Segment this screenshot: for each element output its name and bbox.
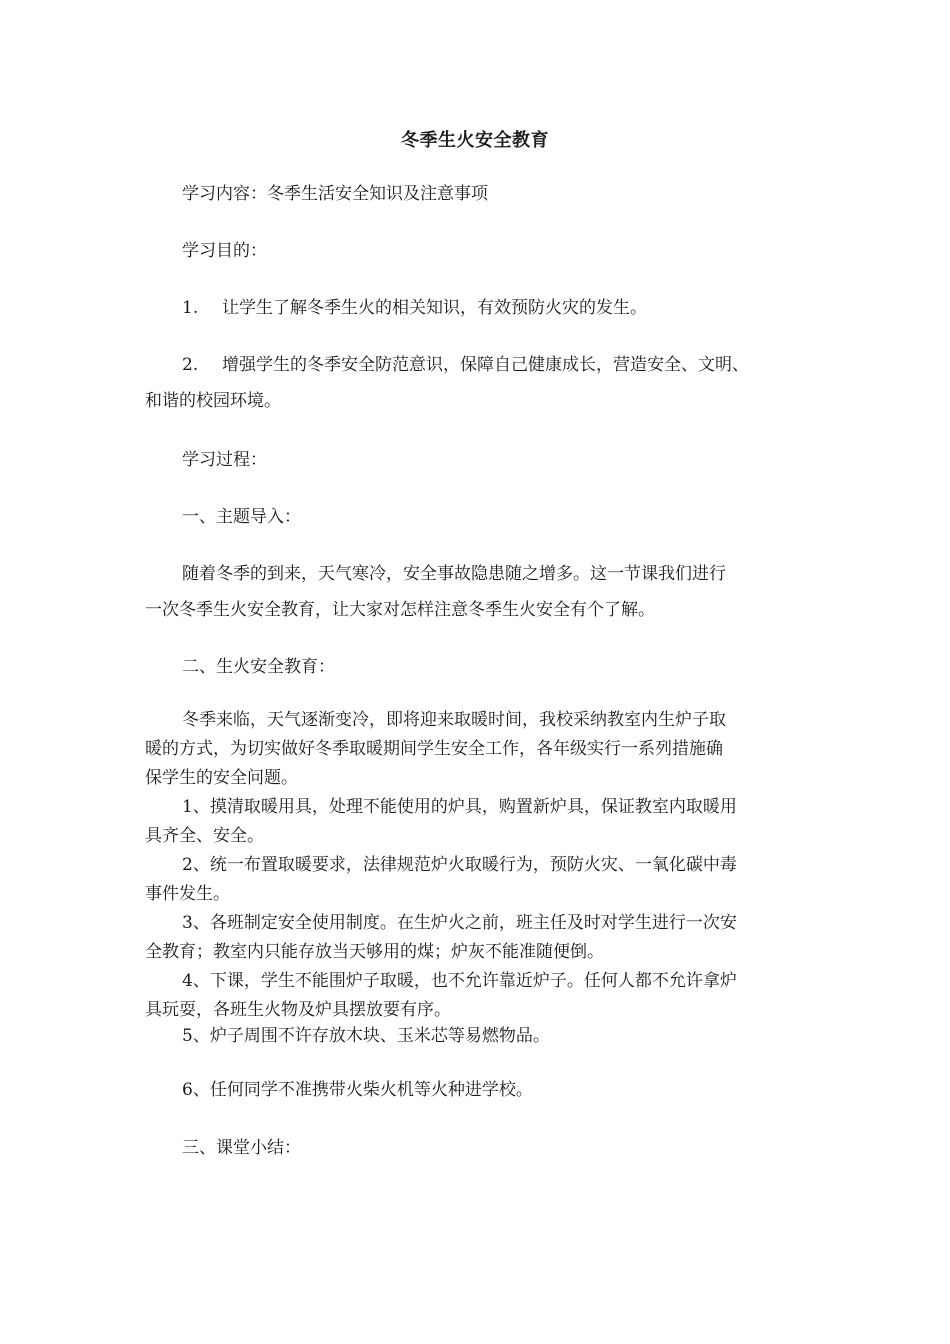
goal-item <box>145 351 813 416</box>
process-heading: 学习过程： <box>182 450 267 470</box>
section2-intro: 冬季来临，天气逐渐变冷，即将迎来取暖时间，我校采纳教室内生炉子取 暖的方式，为切实做好冬季取暖期间学生安全工作，各年级实行一系列措施确 保学生的安全问题。 <box>145 710 726 788</box>
measure-item: 3、各班制定安全使用制度。在生炉火之前，班主任及时对学生进行一次安 全教育；教室内只能存放当天够用的煤；炉灰不能准随便倒。 <box>145 913 737 962</box>
study-goal-heading: 学习目的： <box>182 241 267 261</box>
goal-number: 1. <box>182 298 199 318</box>
goal-item <box>145 294 813 323</box>
goal-text-continuation: 和谐的校园环境。 <box>145 391 281 411</box>
measure-item: 5、炉子周围不许存放木块、玉米芯等易燃物品。 <box>182 1026 550 1046</box>
section1-body: 随着冬季的到来，天气寒冷，安全事故隐患随之增多。这一节课我们进行 一次冬季生火安全教育，让大家对怎样注意冬季生火安全有个了解。 <box>145 564 726 620</box>
measure-item: 2、统一布置取暖要求，法律规范炉火取暖行为，预防火灾、一氧化碳中毒 事件发生。 <box>145 855 737 904</box>
measure-item: 4、下课，学生不能围炉子取暖，也不允许靠近炉子。任何人都不允许拿炉 具玩耍，各班生火物及炉具摆放要有序。 <box>145 971 737 1020</box>
document-title: 冬季生火安全教育 <box>401 130 549 151</box>
section2-heading: 二、生火安全教育： <box>182 657 335 677</box>
section1-heading: 一、主题导入： <box>182 507 301 527</box>
study-content: 学习内容：冬季生活安全知识及注意事项 <box>182 184 488 204</box>
measure-item: 1、摸清取暖用具，处理不能使用的炉具，购置新炉具，保证教室内取暖用 具齐全、安全。 <box>145 797 737 846</box>
section3-heading: 三、课堂小结： <box>182 1138 301 1158</box>
measure-item: 6、任何同学不准携带火柴火机等火种进学校。 <box>182 1080 533 1100</box>
goal-text: 让学生了解冬季生火的相关知识，有效预防火灾的发生。 <box>222 298 647 318</box>
goal-number: 2. <box>182 355 199 375</box>
goal-text: 增强学生的冬季安全防范意识，保障自己健康成长，营造安全、文明、 <box>222 355 749 375</box>
